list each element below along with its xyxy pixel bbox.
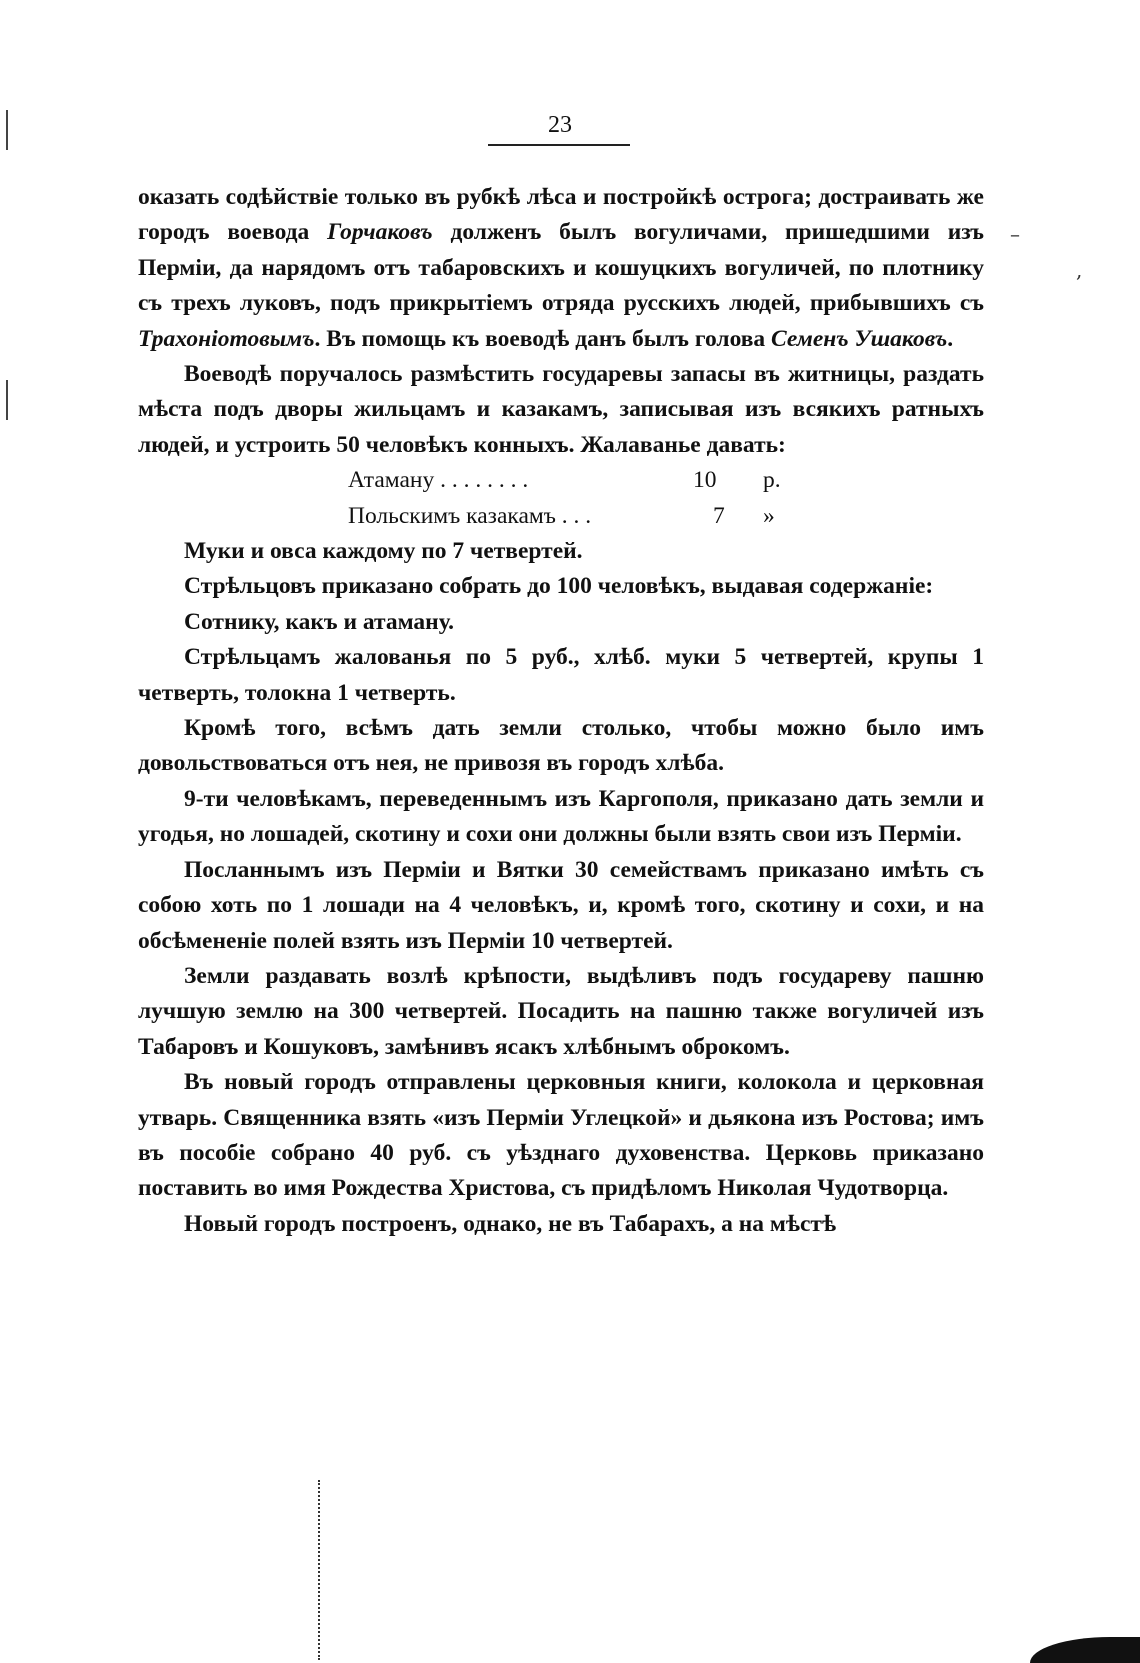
table-value: 7 bbox=[713, 502, 725, 529]
paragraph bbox=[138, 180, 984, 357]
margin-dash-mark: – bbox=[1010, 222, 1020, 246]
text-run: . Въ помощь къ воеводѣ данъ былъ голова bbox=[314, 325, 772, 352]
margin-tick-mark: , bbox=[1076, 258, 1083, 282]
paragraph: Муки и овса каждому по 7 четвертей. bbox=[184, 538, 583, 565]
paragraph: Посланнымъ изъ Перміи и Вятки 30 семействамъ приказано имѣть съ собою хоть по 1 лошади на 4 человѣкъ, и, кромѣ того, скотину и сохи, и на обсѣмененіе полей взять изъ Перміи 10 четвертей. bbox=[138, 856, 984, 954]
paragraph: Новый городъ построенъ, однако, не въ Табарахъ, а на мѣстѣ bbox=[184, 1210, 837, 1237]
table-label: Атаману . . . . . . . . bbox=[348, 467, 529, 494]
name-ushakov: Семенъ Ушаковъ bbox=[771, 325, 948, 352]
scan-smudge bbox=[1030, 1637, 1140, 1663]
paragraph: Стрѣльцамъ жалованья по 5 руб., хлѣб. муки 5 четвертей, крупы 1 четверть, толокна 1 четверть. bbox=[138, 644, 984, 706]
table-value: 10 bbox=[693, 467, 717, 494]
paragraph: Сотнику, какъ и атаману. bbox=[184, 608, 454, 635]
pencil-mark bbox=[318, 1480, 324, 1660]
table-row bbox=[348, 499, 984, 534]
paragraph: Воеводѣ поручалось размѣстить государевы запасы въ житницы, раздать мѣста подъ дворы жильцамъ и казакамъ, записывая изъ всякихъ ратныхъ людей, и устроить 50 человѣкъ конныхъ. Жалаванье давать: bbox=[138, 361, 984, 458]
table-unit: р. bbox=[763, 467, 781, 494]
name-trachoniotov: Трахоніотовымъ bbox=[138, 325, 315, 352]
scan-edge-mark bbox=[6, 110, 8, 150]
table-label: Польскимъ казакамъ . . . bbox=[348, 502, 592, 529]
paragraph: 9-ти человѣкамъ, переведеннымъ изъ Каргополя, приказано дать земли и угодья, но лошадей, скотину и сохи они должны были взять свои изъ Перміи. bbox=[138, 785, 984, 848]
paragraph: Въ новый городъ отправлены церковныя книги, колокола и церковная утварь. Священника взять «изъ Перміи Углецкой» и дьякона изъ Ростова; имъ въ пособіе собрано 40 руб. съ уѣзднаго духовенства. Церковь приказано поставить во имя Рождества Христова, съ придѣломъ Николая Чудотворца. bbox=[138, 1069, 984, 1202]
paragraph: Земли раздавать возлѣ крѣпости, выдѣливъ подъ государеву пашню лучшую землю на 300 четвертей. Посадить на пашню также вогуличей изъ Табаровъ и Кошуковъ, замѣнивъ ясакъ хлѣбнымъ оброкомъ. bbox=[138, 962, 984, 1060]
salary-table bbox=[138, 463, 984, 534]
text-run: долженъ былъ вогуличами, пришедшими изъ Перміи, да нарядомъ отъ табаровскихъ и кошуцкихъ вогуличей, по плотнику съ трехъ луковъ, подъ прикрытіемъ отряда русскихъ людей, прибывшихъ съ bbox=[138, 219, 984, 317]
paragraph: Кромѣ того, всѣмъ дать земли столько, чтобы можно было имъ довольствоваться отъ нея, не привозя въ городъ хлѣба. bbox=[138, 715, 984, 777]
paragraph: Стрѣльцовъ приказано собрать до 100 человѣкъ, выдавая содержаніе: bbox=[184, 573, 934, 600]
header-rule bbox=[488, 144, 630, 146]
scan-edge-mark bbox=[6, 380, 8, 420]
text-run: . bbox=[947, 325, 954, 352]
body-text bbox=[138, 180, 984, 1242]
table-row bbox=[348, 463, 984, 498]
page-number: 23 bbox=[548, 112, 572, 138]
table-unit: » bbox=[763, 502, 775, 529]
name-gorchakov: Горчаковъ bbox=[327, 219, 433, 246]
text-run: оказать содѣйствіе только въ рубкѣ лѣса и постройкѣ острога; достраивать же городъ воевода bbox=[138, 184, 984, 246]
